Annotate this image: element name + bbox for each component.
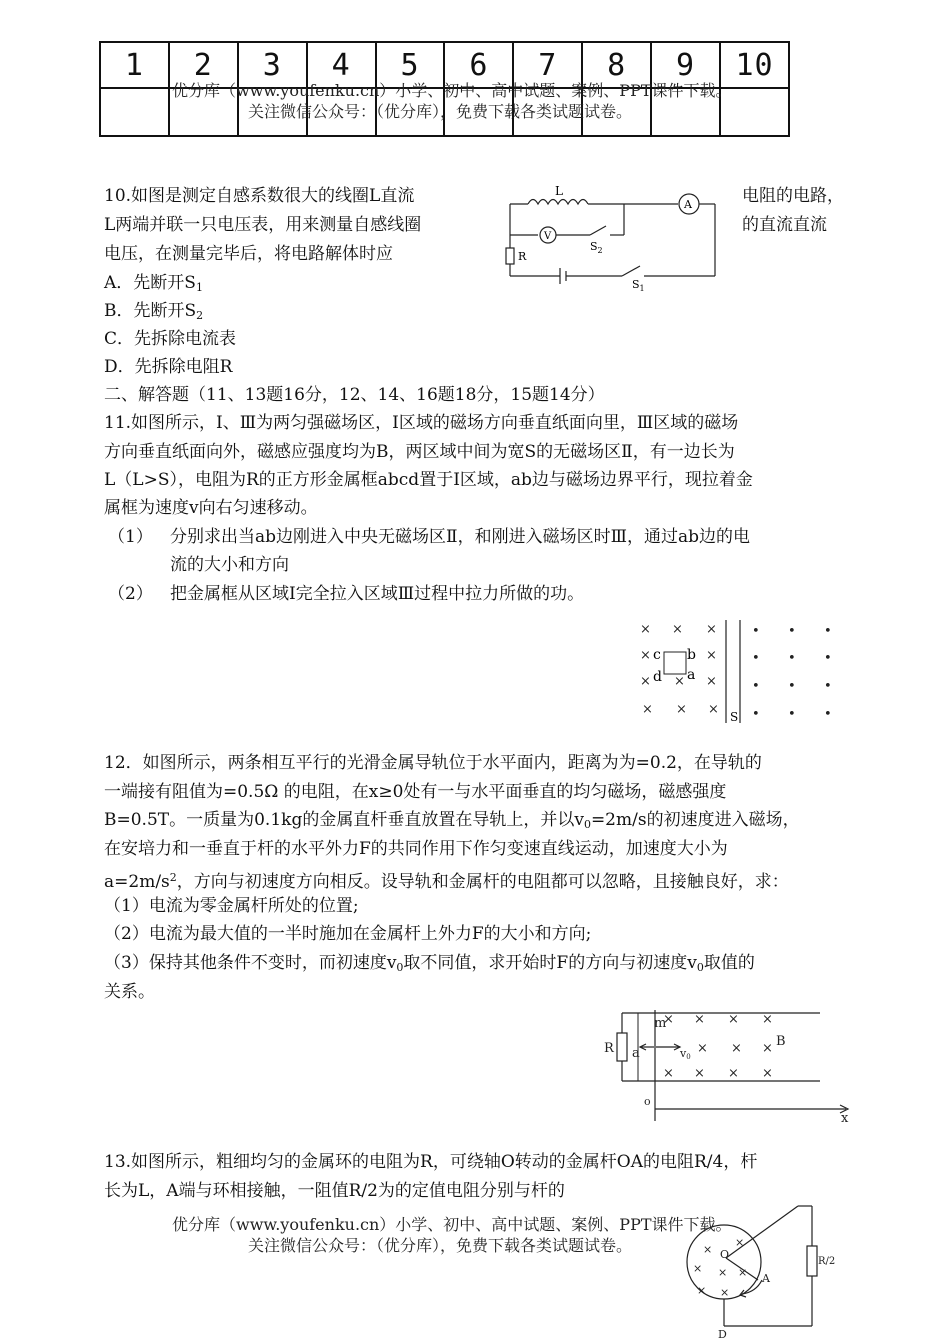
q10-fig-label-S1: $S_1$: [632, 278, 645, 292]
q12-label-o: o: [644, 1095, 651, 1108]
q10-fig-label-V: V: [544, 231, 552, 242]
metal-frame: [664, 652, 686, 674]
cross-mark: ×: [708, 702, 719, 717]
watermark-line-1-bottom: 优分库（www.youfenku.cn）小学、初中、高中试题、案例、PPT课件下载。: [172, 1215, 732, 1234]
cross-mark: ×: [728, 1012, 739, 1027]
cross-mark: ×: [674, 674, 685, 689]
dot-mark: •: [824, 651, 832, 666]
dot-mark: •: [788, 707, 796, 722]
q10-fig-label-S2: $S_2$: [590, 240, 603, 255]
cross-mark: ×: [697, 1284, 707, 1297]
answer-cell-number: 2: [169, 42, 238, 88]
cross-mark: ×: [640, 622, 651, 637]
q11-field-figure: [630, 615, 855, 725]
q10-option-c: C．先拆除电流表: [104, 329, 237, 349]
answer-cell-number: 3: [238, 42, 307, 88]
q13-line-1: 13.如图所示，粗细均匀的金属环的电阻为R，可绕轴O转动的金属杆OA的电阻R/4，杆: [104, 1152, 758, 1172]
q11-part-2-line-1: 把金属框从区域Ⅰ完全拉入区域Ⅲ过程中拉力所做的功。: [170, 584, 585, 604]
q12-part-2: （2）电流为最大值的一半时施加在金属杆上外力F的大小和方向;: [104, 924, 592, 944]
cross-mark: ×: [642, 702, 653, 717]
q12-rails-figure: [598, 1005, 858, 1125]
cross-mark: ×: [706, 622, 717, 637]
answer-cell-blank[interactable]: [100, 88, 169, 136]
q13-line-2: 长为L，A端与环相接触，一阻值R/2为的定值电阻分别与杆的: [104, 1181, 565, 1201]
q12-label-a: a: [632, 1046, 640, 1061]
q10-line-2-left: L两端并联一只电压表，用来测量自感线圈: [104, 215, 422, 235]
q10-fig-label-R: R: [518, 250, 527, 263]
cross-mark: ×: [762, 1041, 773, 1056]
q11-line-1: 11.如图所示，Ⅰ、Ⅲ为两匀强磁场区，Ⅰ区域的磁场方向垂直纸面向里，Ⅲ区域的磁场: [104, 413, 739, 433]
cross-mark: ×: [720, 1286, 730, 1299]
answer-cell-number: 7: [513, 42, 582, 88]
cross-mark: ×: [703, 1243, 713, 1256]
q10-line-1-left: 10.如图是测定自感系数很大的线圈L直流: [104, 186, 415, 206]
cross-mark: ×: [676, 702, 687, 717]
answer-cell-number: 6: [444, 42, 513, 88]
cross-mark: ×: [640, 674, 651, 689]
cross-mark: ×: [663, 1066, 674, 1081]
q10-fig-label-L: L: [555, 184, 563, 198]
dot-mark: •: [752, 707, 760, 722]
q11-label-b: b: [687, 647, 696, 663]
cross-mark: ×: [718, 1266, 728, 1279]
q11-line-2: 方向垂直纸面向外，磁感应强度均为B，两区域中间为宽S的无磁场区Ⅱ，有一边长为: [104, 442, 735, 462]
q10-line-2-right: 的直流直流: [742, 215, 827, 235]
q10-line-1-right: 电阻的电路，: [742, 186, 844, 206]
q13-label-O: O: [720, 1248, 730, 1261]
cross-mark: ×: [706, 648, 717, 663]
cross-mark: ×: [706, 674, 717, 689]
q12-label-m: m: [654, 1016, 667, 1031]
dot-mark: •: [752, 624, 760, 639]
q10-fig-label-A: A: [684, 198, 692, 211]
q12-line-5: $a=2m/s^2$，方向与初速度方向相反。设导轨和金属杆的电阻都可以忽略，且接触良好，求：: [104, 871, 789, 892]
cross-mark: ×: [663, 1012, 674, 1027]
q10-option-a: A．先断开$S_1$: [104, 273, 203, 294]
dot-mark: •: [788, 651, 796, 666]
q10-line-3: 电压，在测量完毕后，将电路解体时应: [104, 244, 393, 264]
q12-part-3: （3）保持其他条件不变时，而初速度$v_0$取不同值，求开始时F的方向与初速度$v_0$取值的: [104, 953, 755, 974]
q12-label-B: B: [776, 1034, 786, 1049]
q11-part-1-line-2: 流的大小和方向: [170, 555, 289, 575]
section-2-heading: 二、解答题（11、13题16分，12、14、16题18分，15题14分）: [104, 385, 605, 405]
q12-line-1: 12．如图所示，两条相互平行的光滑金属导轨位于水平面内，距离为为=0.2，在导轨的: [104, 753, 762, 773]
q12-line-3: B=0.5T。一质量为0.1kg的金属直杆垂直放置在导轨上，并以$v_0=2m/s$的初速度进入磁场，: [104, 810, 800, 831]
watermark-line-2-bottom: 关注微信公众号：（优分库），免费下载各类试题试卷。: [248, 1236, 633, 1255]
cross-mark: ×: [640, 648, 651, 663]
q13-label-D: D: [718, 1328, 727, 1340]
dot-mark: •: [824, 707, 832, 722]
dot-mark: •: [752, 679, 760, 694]
dot-mark: •: [788, 624, 796, 639]
q12-line-2: 一端接有阻值为=0.5Ω 的电阻，在x≥0处有一与水平面垂直的均匀磁场，磁感强度: [104, 782, 727, 802]
q13-label-A: A: [762, 1272, 770, 1285]
q12-label-x: x: [841, 1111, 849, 1125]
cross-mark: ×: [672, 622, 683, 637]
answer-cell-number: 8: [582, 42, 651, 88]
cross-mark: ×: [762, 1012, 773, 1027]
q12-label-R: R: [604, 1041, 614, 1056]
answer-cell-number: 1: [100, 42, 169, 88]
q11-part-2-number: （2）: [108, 584, 153, 604]
q10-circuit-figure: [500, 180, 730, 292]
cross-mark: ×: [697, 1041, 708, 1056]
answer-cell-number: 4: [307, 42, 376, 88]
answer-cell-number: 9: [651, 42, 720, 88]
q13-label-R2: R/2: [818, 1256, 836, 1267]
answer-cell-number: 5: [376, 42, 445, 88]
q11-line-4: 属框为速度v向右匀速移动。: [104, 498, 318, 518]
q12-line-4: 在安培力和一垂直于杆的水平外力F的共同作用下作匀变速直线运动，加速度大小为: [104, 839, 728, 859]
q11-line-3: L（L>S），电阻为R的正方形金属框abcd置于Ⅰ区域，ab边与磁场边界平行，现拉着金: [104, 470, 753, 490]
watermark-line-1: 优分库（www.youfenku.cn）小学、初中、高中试题、案例、PPT课件下载。: [172, 81, 732, 100]
cross-mark: ×: [731, 1041, 742, 1056]
q11-label-c: c: [653, 647, 661, 663]
dot-mark: •: [824, 679, 832, 694]
q10-option-d: D．先拆除电阻R: [104, 357, 233, 377]
q11-part-1-number: （1）: [108, 527, 153, 547]
q11-label-S: S: [730, 710, 739, 724]
cross-mark: ×: [694, 1012, 705, 1027]
q12-part-1: （1）电流为零金属杆所处的位置;: [104, 896, 359, 916]
q10-option-b: B．先断开$S_2$: [104, 301, 204, 322]
cross-mark: ×: [728, 1066, 739, 1081]
cross-mark: ×: [694, 1066, 705, 1081]
q12-label-v0: v0: [680, 1047, 691, 1061]
dot-mark: •: [788, 679, 796, 694]
cross-mark: ×: [738, 1266, 748, 1279]
watermark-line-2: 关注微信公众号：（优分库），免费下载各类试题试卷。: [248, 102, 633, 121]
q11-part-1-line-1: 分别求出当ab边刚进入中央无磁场区Ⅱ，和刚进入磁场区时Ⅲ，通过ab边的电: [170, 527, 750, 547]
cross-mark: ×: [735, 1236, 745, 1249]
cross-mark: ×: [693, 1262, 703, 1275]
answer-cell-number: 10: [720, 42, 789, 88]
cross-mark: ×: [762, 1066, 773, 1081]
q11-label-a: a: [687, 667, 696, 683]
dot-mark: •: [824, 624, 832, 639]
dot-mark: •: [752, 651, 760, 666]
q11-label-d: d: [653, 669, 662, 685]
q12-part-3-line-2: 关系。: [104, 982, 155, 1002]
